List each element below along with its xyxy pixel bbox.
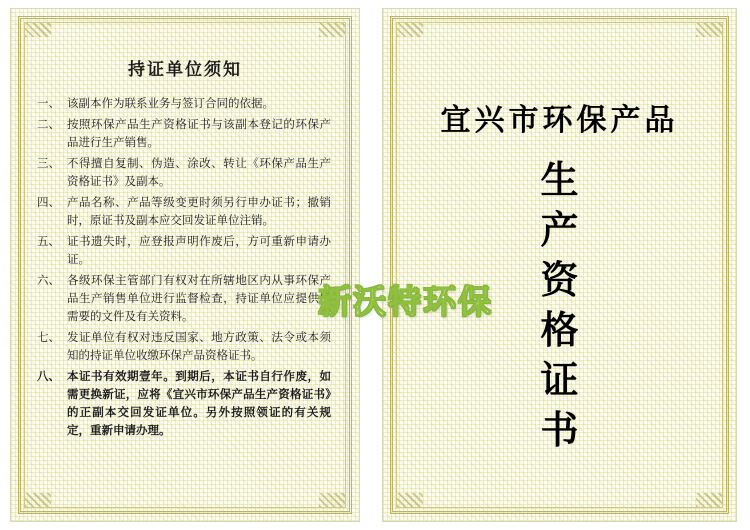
company-watermark: 新沃特环保 xyxy=(318,282,493,321)
notice-item-number: 六、 xyxy=(37,273,60,287)
notice-item-text: 证书遗失时，应登报声明作废后，方可重新申请办证。 xyxy=(67,234,331,266)
notice-item-number: 五、 xyxy=(37,234,60,248)
notice-item-number: 三、 xyxy=(37,156,60,170)
list-item xyxy=(37,154,331,190)
notice-item-text: 产品名称、产品等级变更时须另行申办证书；撤销时，原证书及副本应交回发证单位注销。 xyxy=(67,195,331,227)
title-char: 生 xyxy=(540,157,579,202)
left-certificate-panel xyxy=(10,8,360,522)
list-item xyxy=(37,94,331,112)
title-char: 书 xyxy=(540,407,579,452)
notice-item-text: 本证书有效期壹年。到期后，本证书自行作废，如需更换新证，应将《宜兴市环保产品生产资格证书》的正副本交回发证单位。另外按照领证的有关规定，重新申请办理。 xyxy=(67,369,331,437)
list-item xyxy=(37,232,331,268)
title-char: 格 xyxy=(540,307,579,352)
notice-list xyxy=(35,94,335,439)
notice-content xyxy=(35,33,335,497)
notice-title: 持证单位须知 xyxy=(128,60,242,80)
list-item xyxy=(37,115,331,151)
notice-item-number: 二、 xyxy=(37,117,60,131)
title-char: 产 xyxy=(540,207,579,252)
right-certificate-panel xyxy=(382,8,737,522)
list-item xyxy=(37,328,331,364)
cover-content xyxy=(407,33,712,497)
list-item xyxy=(37,193,331,229)
list-item xyxy=(37,271,331,325)
title-char: 证 xyxy=(540,357,579,402)
notice-item-text: 该副本作为联系业务与签订合同的依据。 xyxy=(67,96,274,110)
notice-item-number: 一、 xyxy=(37,96,60,110)
notice-item-text: 按照环保产品生产资格证书与该副本登记的环保产品进行生产销售。 xyxy=(67,117,331,149)
list-item xyxy=(37,367,331,439)
organization-name: 宜兴市环保产品 xyxy=(440,103,679,138)
notice-item-text: 发证单位有权对违反国家、地方政策、法令或本须知的持证单位收缴环保产品资格证书。 xyxy=(67,330,331,362)
notice-item-text: 各级环保主管部门有权对在所辖地区内从事环保产品生产销售单位进行监督检查，持证单位应提供所需要的文件及有关资料。 xyxy=(67,273,331,323)
title-char: 资 xyxy=(540,257,579,302)
notice-item-number: 八、 xyxy=(37,369,60,383)
notice-item-text: 不得擅自复制、伪造、涂改、转让《环保产品生产资格证书》及副本。 xyxy=(67,156,331,188)
notice-item-number: 四、 xyxy=(37,195,60,209)
notice-item-number: 七、 xyxy=(37,330,60,344)
certificate-title-vertical xyxy=(407,155,712,455)
